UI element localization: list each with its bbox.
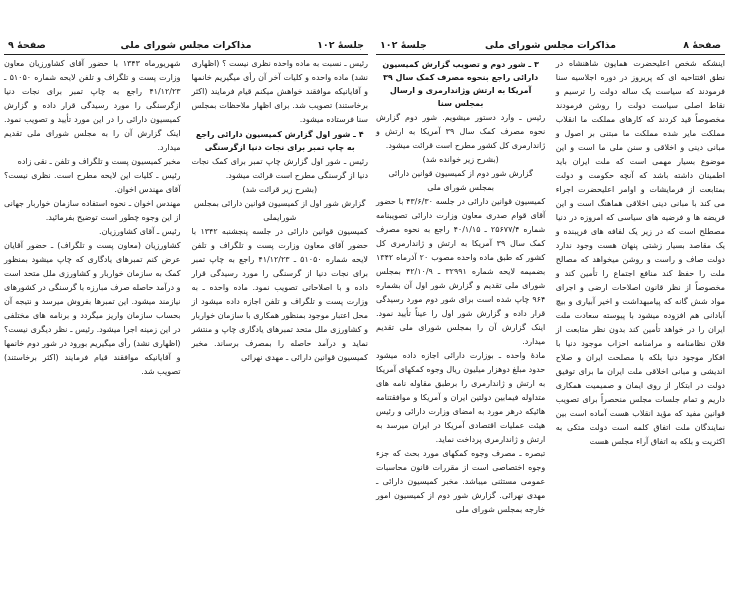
page-title: مذاکرات مجلس شورای ملی: [485, 40, 616, 51]
paragraph: گزارش شور دوم از کمیسیون قوانین دارائی بمجلس شورای ملی: [388, 169, 533, 192]
paragraph: تبصره ـ مصرف وجوه کمکهای مورد بحث که جزء وجوه اختصاصی است از مقررات قانون محاسبات عمومی مستثنی میباشد. مخبر کمیسیون دارائی ـ مهدی نهرائی. گزارش شور دوم از کمیسیون امور خارجه بمجلس شورای ملی: [376, 449, 546, 514]
paragraph: رئیس ـ شور اول گزارش چاپ تمبر برای کمک نجات دنیا از گرسنگی مطرح است قرائت میشود.: [191, 157, 368, 180]
paragraph: رئیس ـ نسبت به ماده واحده نظری نیست ؟ (اظهاری نشد) ماده واحده و کلیات آخر آن رأی میگیریم خانمها و آقایانیکه موافقند خواهش میکنم قیام فرمایند (اکثر برخاستند) تصویب شد. برای اظهار ملاحظات بمجلس سنا فرستاده میشود.: [191, 59, 368, 124]
paragraph: شهریورماه ۱۳۴۳ با حضور آقای کشاورزیان معاون وزارت پست و تلگراف و تلفن لایحه شماره ۵۱۰۵۰ ـ ۴۱/۱۲/۲۳ راجع به چاپ تمبر برای نجات دنیا ازگرسنگی را مورد رسیدگی قرار داده و گزارش کمیسیون دارائی را در این مورد تأیید و تصویب نمود. اینک گزارش آن را به مجلس شورای ملی تقدیم میدارد.: [4, 59, 181, 152]
text-column-left: [376, 57, 545, 517]
paragraph: (بشرح زیر قرائت شد): [242, 185, 318, 194]
section-heading: ۳ ـ شور دوم و تصویب گزارش کمیسیون دارائی راجع بنحوه مصرف کمک سال ۳۹ آمریکا به ارتش وژاندارمری و ارسال بمجلس سنا: [382, 60, 539, 108]
paragraph: کشاورزیان (معاون پست و تلگراف) ـ حضور آقایان عرض کنم تمبرهای یادگاری که چاپ میشود بمنظور کمک به سازمان خواربار و کشاورزی ملل متحد است و درآمد حاصله صرف مبارزه با گرسنگی در کشورهای نیازمند میشود. این تمبرها بفروش میرسد و نتیجه آن بحساب سازمان واریز میگردد و برنامه های مختلفی در این زمینه اجرا میشود. رئیس ـ نظر دیگری نیست؟ (اظهاری نشد) رأی میگیریم بورود در شور دوم خانمها و آقایانیکه موافقند قیام فرمایند (اکثر برخاستند) تصویب شد.: [4, 241, 181, 376]
paragraph: کمیسیون قوانین دارائی در جلسه پنجشنبه ۱۳۴۲ با حضور آقای معاون وزارت پست و تلگراف و تلفن لایحه شماره ۵۱۰۵۰ ـ ۴۱/۱۲/۲۳ راجع به چاپ تمبر برای نجات دنیا از گرسنگی را مورد رسیدگی قرار داده و با اصلاحاتی تصویب نمود. ماده واحده ـ به وزارت پست و تلگراف و تلفن اجازه داده میشود از محل اعتبار موجود بمنظور همکاری با سازمان خواربار و کشاورزی ملل متحد تمبرهای یادگاری چاپ و منتشر نماید و درآمد حاصله را بمصرف برساند. مخبر کمیسیون قوانین دارائی ـ مهدی نهرائی: [191, 227, 368, 362]
page-number: صفحهٔ ۸: [683, 40, 721, 51]
paragraph: رئیس ـ وارد دستور میشویم. شور دوم گزارش نحوه مصرف کمک سال ۳۹ آمریکا به ارتش و ژاندارمری کل کشور مطرح است قرائت میشود.: [376, 113, 546, 150]
paragraph: مهندس اخوان ـ نحوه استفاده سازمان خواربار جهانی از این وجوه چطور است توضیح بفرمائید.: [4, 199, 181, 222]
paragraph: اینشکه شخص اعلیحضرت همایون شاهنشاه در نطق افتتاحیه ای که پریروز در دوره اجلاسیه سنا فرمودند که سیاست یک ساله دولت را ترسیم و نقاط اصلی سیاست دولت را روشن فرمودند مخصوصاً قید کردند که کارهای مملکت ما انقلاب مملکت مایر شده مملکت ما مبتنی بر اصول و مبانی دینی و اخلاقی و سنن ملی ما است و این موضوع بسیار مهمی است که ملت ایران باید اطمینان داشته باشد که آنچه حکومت و دولت بمتابعت از فرمایشات و اوامر اعلیحضرت اجراء می کند با مبانی دینی اخلاقی هماهنگ است و این فریضه ها و فرضیه های سیاسی که امروزه در دنیا مصطلح است که در زیر یک لفافه های فریبنده و یک مقاصد بسیار زشتی پنهان هست وجود ندارد دولت صاف و راست و روشن میخواهد که مصالح ملت را حفظ کند منافع اجتماع را تأمین کند و مخصوصاً از نظر قانون اصلاحات ارضی و اجرای مواد شش گانه که پیامبهداشت و اخیر آبیاری و بیچ آبادانی هم افزوده میشود با پیوسته سعادت ملت ایران را در خواهد تأمین کند بدون نظر متابعت از فلان نظامنامه و مرامنامه احزاب موجود دنیا با افکار موجود دنیا بلکه با مصلحت ایران و صلاح اندیشی و مبانی اخلاقی ملت ایران ما برای توفیق دولت در ابتکار از روی ایمان و صمیمیت همکاری داریم و تمام جلسات مجلس منحصراً برای تصویب قوانین مفید که مؤید انقلاب هست آماده است بین نمایندگان ملت اتفاق کلمه است دولت متکی به اکثریت و بلکه به اتفاق آراء مجلس هست: [555, 59, 725, 446]
paragraph: رئیس ـ آقای کشاورزیان.: [99, 227, 181, 236]
page-header: [376, 38, 725, 55]
page-header: [4, 38, 368, 55]
left-page: [4, 38, 368, 594]
text-column-right: [191, 57, 368, 365]
right-page: [376, 38, 725, 594]
paragraph: مخبر کمیسیون پست و تلگراف و تلفن ـ نقی زاده: [17, 157, 181, 166]
text-column-right: [556, 57, 725, 449]
paragraph: گزارش شور اول از کمیسیون قوانین دارائی بمجلس شورایملی: [193, 199, 366, 222]
page-number: صفحهٔ ۹: [8, 40, 46, 51]
section-heading: ۴ ـ شور اول گزارش کمیسیون دارائی راجع به چاپ تمبر برای نجات دنیا ازگرسنگی: [195, 130, 364, 152]
session-number: جلسهٔ ۱۰۲: [317, 40, 364, 51]
text-column-left: [4, 57, 181, 379]
page-title: مذاکرات مجلس شورای ملی: [120, 40, 252, 51]
paragraph: (بشرح زیر خوانده شد): [422, 155, 499, 164]
paragraph: مادهٔ واحده ـ بوزارت دارائی اجازه داده میشود حدود مبلغ دوهزار میلیون ریال وجوه کمکهای آمریکا به ارتش و ژاندارمری را برطبق مقاوله نامه های متداوله فیمابین دولتین ایران و آمریکا و موافقتنامه هائیکه درهر مورد به امضای وزارت دارائی و رئیس هیئت عملیات اقتصادی آمریکا در ایران میرسد به ارتش و ژاندارمری پرداخت نماید.: [376, 351, 546, 444]
paragraph: کمیسیون قوانین دارائی در جلسه ۴۳/۶/۳۰ با حضور آقای قوام صدری معاون وزارت دارائی تصویبنامه شماره ۲۵۶۷۷/۴ ـ ۴۰/۱/۱۵ راجع به نحوه مصرف کمک سال ۳۹ آمریکا به ارتش و ژاندارمری کل کشور که طبق ماده واحده مصوب ۲۰ آذرماه ۱۳۴۲ بضمیمه لایحه شماره ۳۲۹۹۱ ـ ۴۲/۱۰/۹ بمجلس شورای ملی تقدیم و گزارش شور اول آن بشماره ۹۶۴ چاپ شده است برای شور دوم مورد رسیدگی قرار داده و گزارش شور اول را عیناً تأیید نمود. اینک گزارش آن را بمجلس شورای ملی تقدیم میدارد.: [376, 197, 546, 346]
session-number: جلسهٔ ۱۰۲: [380, 40, 427, 51]
paragraph: رئیس ـ کلیات این لایحه مطرح است. نظری نیست؟ آقای مهندس اخوان.: [4, 171, 181, 194]
